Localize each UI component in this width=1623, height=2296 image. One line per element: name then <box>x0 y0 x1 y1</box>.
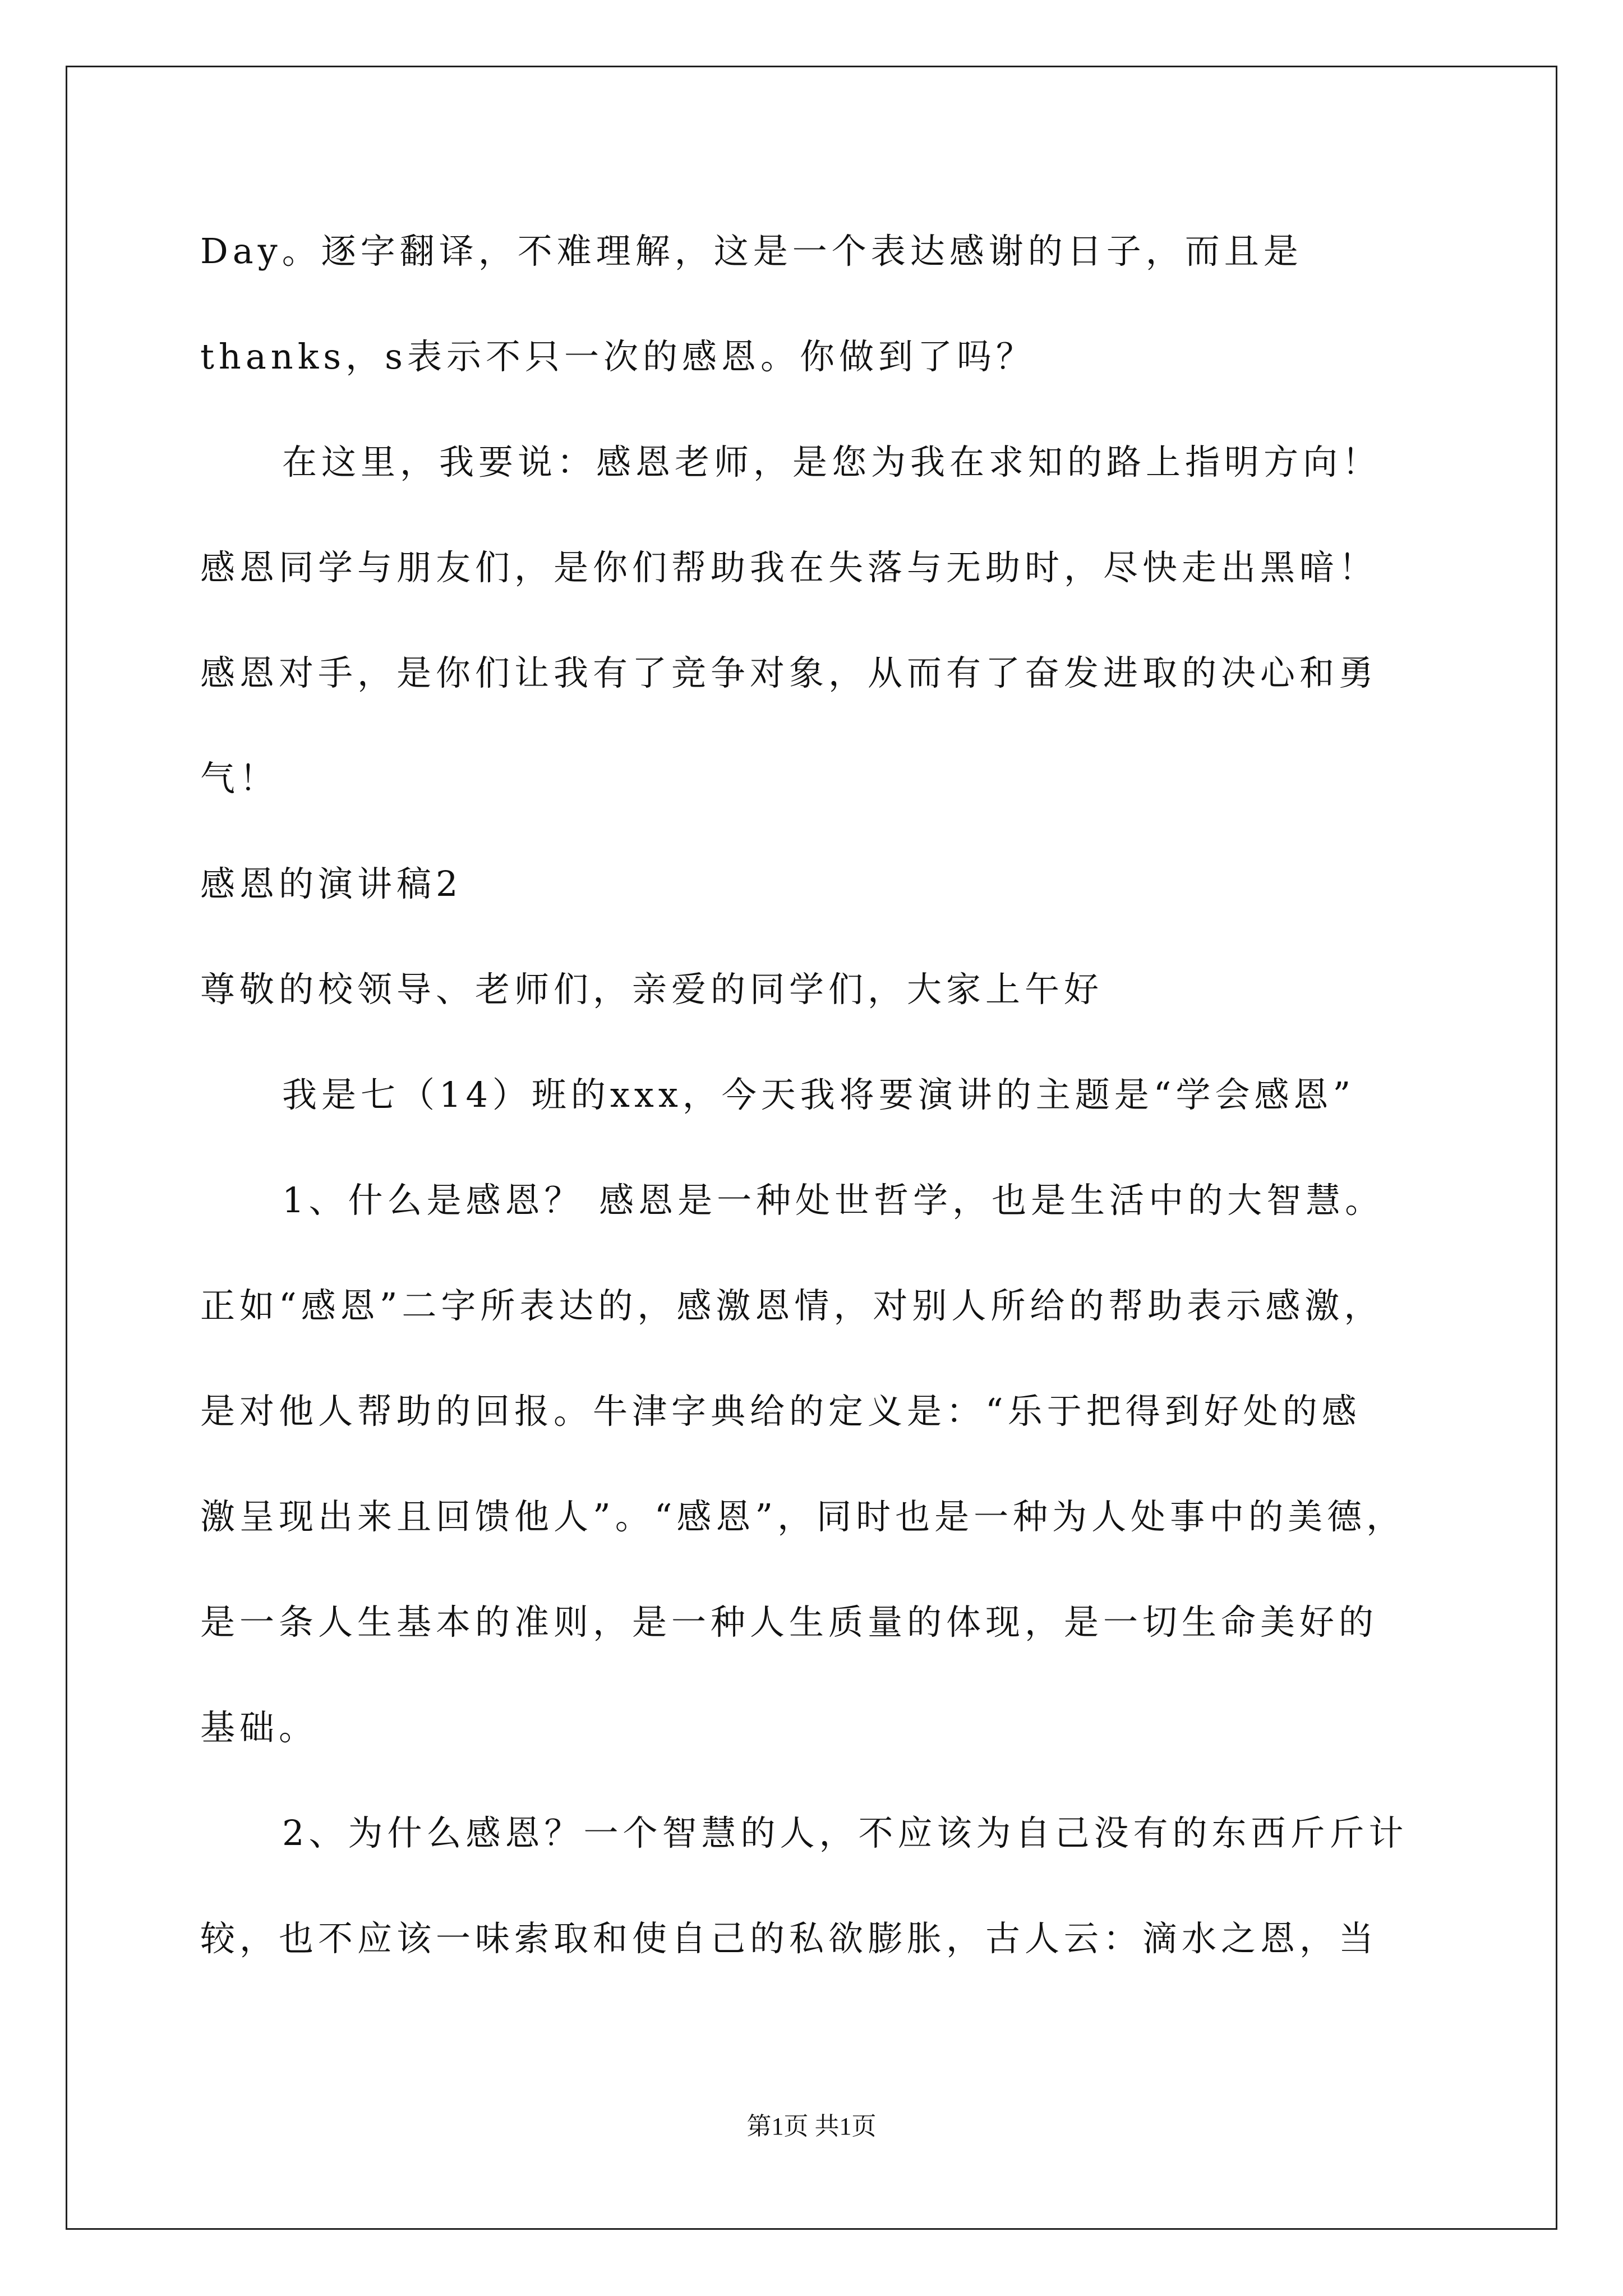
body-line-1: Day。逐字翻译，不难理解，这是一个表达感谢的日子，而且是 <box>200 231 1303 272</box>
body-line-2: thanks，s表示不只一次的感恩。你做到了吗？ <box>200 336 1035 377</box>
section-heading: 感恩的演讲稿2 <box>200 863 463 904</box>
body-line-13: 激呈现出来且回馈他人”。“感恩”，同时也是一种为人处事中的美德， <box>200 1496 1406 1537</box>
body-line-9: 我是七（14）班的xxx，今天我将要演讲的主题是“学会感恩” <box>282 1074 1355 1115</box>
body-line-17: 较，也不应该一味索取和使自己的私欲膨胀，古人云：滴水之恩，当 <box>200 1918 1378 1959</box>
body-line-14: 是一条人生基本的准则，是一种人生质量的体现，是一切生命美好的 <box>200 1602 1378 1642</box>
body-line-6: 气！ <box>200 758 279 799</box>
body-line-3: 在这里，我要说：感恩老师，是您为我在求知的路上指明方向！ <box>282 441 1382 482</box>
body-line-16: 2、为什么感恩？一个智慧的人，不应该为自己没有的东西斤斤计 <box>282 1812 1408 1853</box>
salutation-line: 尊敬的校领导、老师们，亲爱的同学们，大家上午好 <box>200 969 1104 1010</box>
body-line-4: 感恩同学与朋友们，是你们帮助我在失落与无助时，尽快走出黑暗！ <box>200 547 1378 588</box>
page-footer: 第1页 共1页 <box>746 2113 877 2140</box>
body-line-15: 基础。 <box>200 1707 319 1748</box>
body-line-11: 正如“感恩”二字所表达的，感激恩情，对别人所给的帮助表示感激， <box>200 1285 1384 1326</box>
page-border <box>66 66 1557 2230</box>
body-line-5: 感恩对手，是你们让我有了竞争对象，从而有了奋发进取的决心和勇 <box>200 652 1378 693</box>
body-line-10: 1、什么是感恩？ 感恩是一种处世哲学，也是生活中的大智慧。 <box>282 1180 1385 1221</box>
body-line-12: 是对他人帮助的回报。牛津字典给的定义是：“乐于把得到好处的感 <box>200 1391 1361 1432</box>
